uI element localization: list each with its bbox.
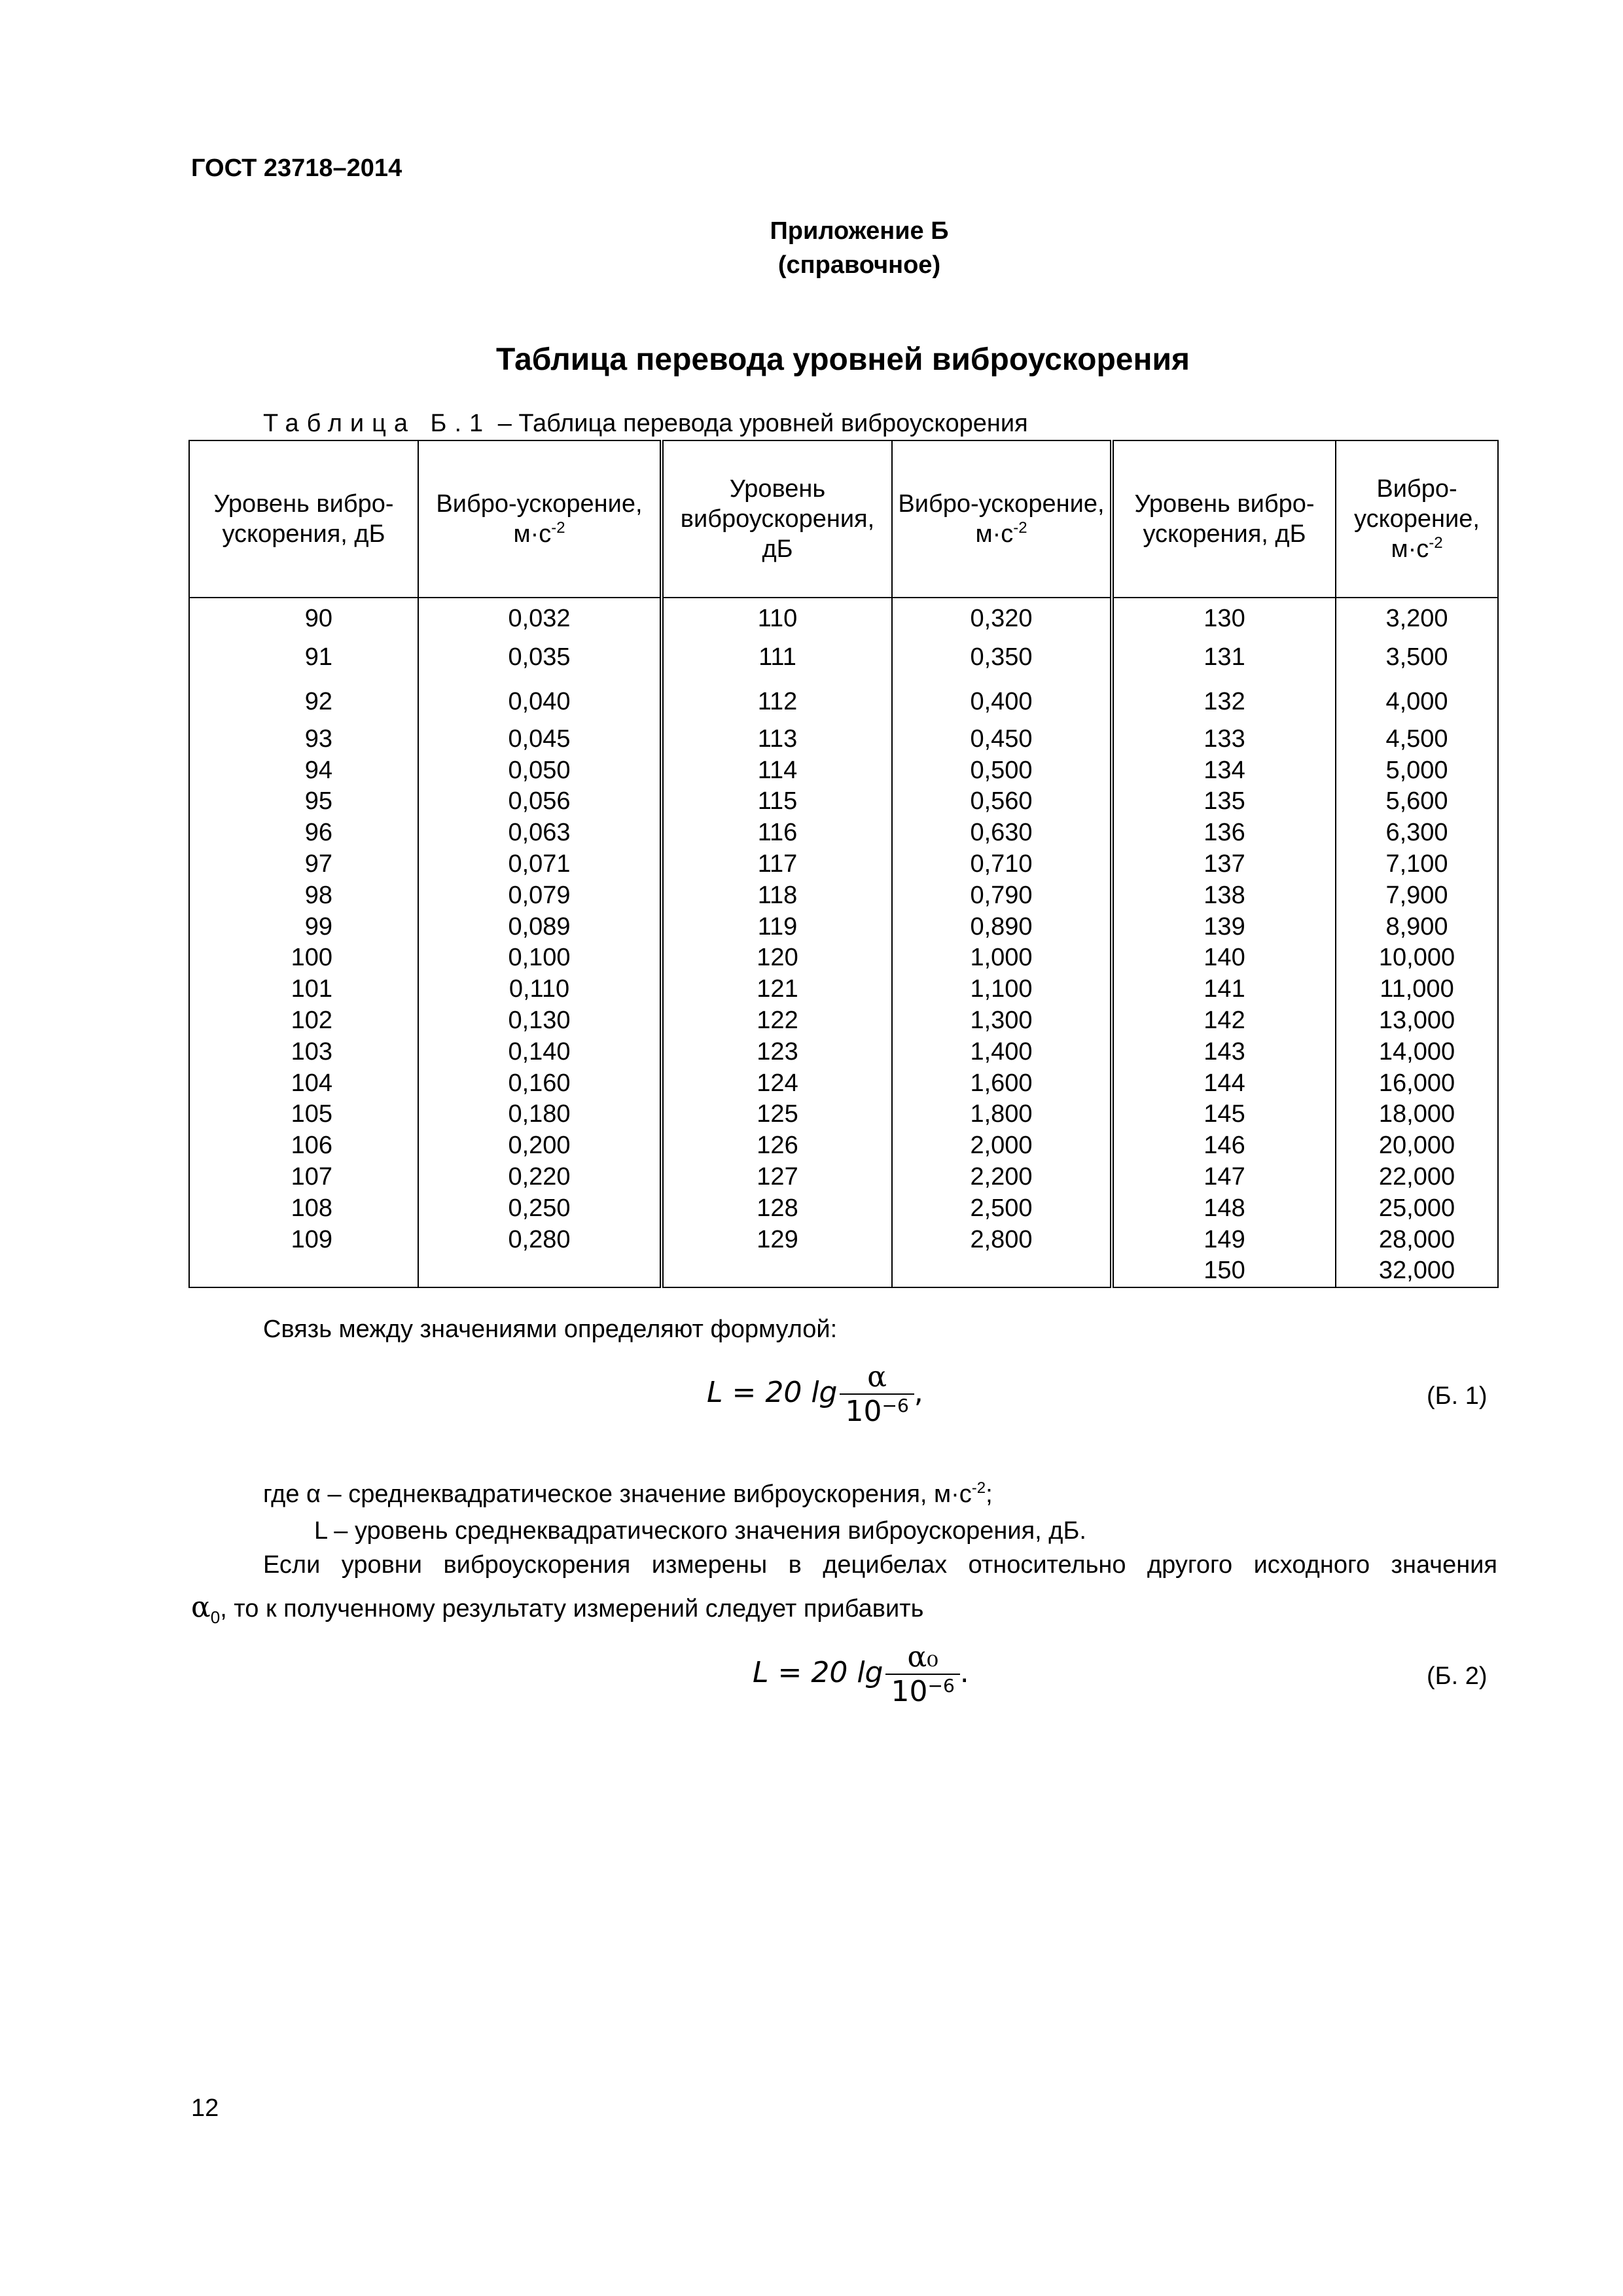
table-cell: 7,900 — [1336, 880, 1498, 912]
table-cell: 8,900 — [1336, 912, 1498, 943]
where-l: L – уровень среднеквадратического значения виброускорения, дБ. — [314, 1517, 1086, 1545]
table-cell: 13,000 — [1336, 1005, 1498, 1037]
table-row — [189, 1005, 1498, 1037]
table-cell: 11,000 — [1336, 974, 1498, 1005]
table-row — [189, 942, 1498, 974]
table-cell: 130 — [1112, 598, 1336, 635]
table-cell: 0,032 — [418, 598, 662, 635]
table-row — [189, 1099, 1498, 1130]
table-cell: 0,160 — [418, 1068, 662, 1100]
table-caption-label: Таблица Б.1 — [263, 410, 491, 437]
header-level-2: Уровень виброускорения, дБ — [662, 440, 892, 598]
table-cell: 120 — [662, 942, 892, 974]
table-cell: 139 — [1112, 912, 1336, 943]
table-cell: 5,000 — [1336, 755, 1498, 787]
table-cell: 104 — [189, 1068, 418, 1100]
table-cell: 115 — [662, 786, 892, 817]
annex-type: (справочное) — [777, 251, 941, 279]
table-cell: 0,180 — [418, 1099, 662, 1130]
table-cell: 0,350 — [892, 635, 1112, 679]
table-row — [189, 849, 1498, 880]
table-cell: 110 — [662, 598, 892, 635]
table-cell: 0,710 — [892, 849, 1112, 880]
table-cell: 0,200 — [418, 1130, 662, 1162]
then-add-text: $\alpha_0$, то к полученному результату измерений следует прибавить — [191, 1590, 924, 1627]
table-row — [189, 880, 1498, 912]
table-cell: 101 — [189, 974, 418, 1005]
table-cell: 0,110 — [418, 974, 662, 1005]
page-number: 12 — [191, 2094, 219, 2122]
table-cell: 142 — [1112, 1005, 1336, 1037]
page-title: Таблица перевода уровней виброускорения — [495, 342, 1190, 377]
table-row — [189, 635, 1498, 679]
table-cell: 131 — [1112, 635, 1336, 679]
table-cell: 147 — [1112, 1162, 1336, 1193]
table-cell: 99 — [189, 912, 418, 943]
table-row — [189, 679, 1498, 724]
table-cell: 116 — [662, 817, 892, 849]
table-cell: 25,000 — [1336, 1193, 1498, 1225]
table-cell: 14,000 — [1336, 1037, 1498, 1068]
table-cell: 97 — [189, 849, 418, 880]
table-cell: 1,300 — [892, 1005, 1112, 1037]
table-cell: 1,100 — [892, 974, 1112, 1005]
table-cell: 0,400 — [892, 679, 1112, 724]
table-cell: 95 — [189, 786, 418, 817]
table-row — [189, 724, 1498, 755]
table-caption-text: – Таблица перевода уровней виброускорения — [491, 410, 1028, 437]
table-cell: 0,500 — [892, 755, 1112, 787]
table-body — [189, 598, 1498, 1287]
table-cell: 0,790 — [892, 880, 1112, 912]
table-cell: 18,000 — [1336, 1099, 1498, 1130]
table-cell: 141 — [1112, 974, 1336, 1005]
table-row — [189, 912, 1498, 943]
table-cell: 111 — [662, 635, 892, 679]
table-cell: 90 — [189, 598, 418, 635]
table-cell: 129 — [662, 1225, 892, 1256]
table-cell: 10,000 — [1336, 942, 1498, 974]
table-cell: 0,140 — [418, 1037, 662, 1068]
table-cell: 102 — [189, 1005, 418, 1037]
table-cell: 145 — [1112, 1099, 1336, 1130]
table-cell: 103 — [189, 1037, 418, 1068]
table-row — [189, 1255, 1498, 1287]
document-id: ГОСТ 23718–2014 — [191, 154, 402, 182]
table-cell: 0,560 — [892, 786, 1112, 817]
table-cell: 0,045 — [418, 724, 662, 755]
table-cell: 0,250 — [418, 1193, 662, 1225]
table-cell: 0,063 — [418, 817, 662, 849]
relation-text: Связь между значениями определяют формулой: — [263, 1316, 838, 1343]
table-cell: 0,071 — [418, 849, 662, 880]
table-cell: 20,000 — [1336, 1130, 1498, 1162]
table-row — [189, 598, 1498, 635]
table-cell: 0,130 — [418, 1005, 662, 1037]
table-cell: 0,056 — [418, 786, 662, 817]
table-cell: 0,220 — [418, 1162, 662, 1193]
table-cell: 4,000 — [1336, 679, 1498, 724]
formula-b1 — [707, 1360, 923, 1428]
table-cell: 134 — [1112, 755, 1336, 787]
table-cell: 91 — [189, 635, 418, 679]
table-row — [189, 817, 1498, 849]
table-row — [189, 1037, 1498, 1068]
table-cell: 0,450 — [892, 724, 1112, 755]
table-cell: 136 — [1112, 817, 1336, 849]
formula-b2-numerator: α₀ — [885, 1640, 959, 1675]
formula-b2-denominator: $10^{-6}$ — [891, 1675, 955, 1708]
header-accel-3: Вибро-ускорение, $м\cdot с^{-2}$ — [1336, 440, 1498, 598]
table-caption — [263, 410, 1028, 438]
formula-b1-trail: , — [914, 1376, 923, 1409]
formula-b2 — [753, 1640, 969, 1708]
table-cell: 96 — [189, 817, 418, 849]
table-row — [189, 1130, 1498, 1162]
table-cell: 109 — [189, 1225, 418, 1256]
table-cell: 6,300 — [1336, 817, 1498, 849]
alpha0-symbol: $\alpha_0$ — [191, 1590, 221, 1627]
table-cell — [662, 1255, 892, 1287]
where-alpha: где α – среднеквадратическое значение виброускорения, $м\cdot с^{-2}$; — [263, 1479, 993, 1508]
table-cell: 0,320 — [892, 598, 1112, 635]
formula-b1-numerator: α — [840, 1360, 914, 1395]
table-row — [189, 1193, 1498, 1225]
table-cell: 93 — [189, 724, 418, 755]
table-cell: 150 — [1112, 1255, 1336, 1287]
header-accel-1: Вибро-ускорение, $м\cdot с^{-2}$ — [418, 440, 662, 598]
formula-b1-lhs: L = 20 lg — [707, 1376, 838, 1409]
table-cell: 0,890 — [892, 912, 1112, 943]
formula-b2-trail: . — [959, 1656, 969, 1689]
table-cell: 119 — [662, 912, 892, 943]
table-cell: 3,500 — [1336, 635, 1498, 679]
table-cell — [892, 1255, 1112, 1287]
table-cell: 92 — [189, 679, 418, 724]
annex-title: Приложение Б — [770, 217, 949, 245]
table-cell: 0,630 — [892, 817, 1112, 849]
table-cell: 108 — [189, 1193, 418, 1225]
table-cell: 112 — [662, 679, 892, 724]
table-cell: 124 — [662, 1068, 892, 1100]
table-cell: 0,079 — [418, 880, 662, 912]
table-cell: 0,035 — [418, 635, 662, 679]
table-cell: 1,400 — [892, 1037, 1112, 1068]
table-cell: 0,100 — [418, 942, 662, 974]
table-cell: 0,050 — [418, 755, 662, 787]
table-cell: 114 — [662, 755, 892, 787]
table-row — [189, 974, 1498, 1005]
table-cell — [189, 1255, 418, 1287]
table-cell: 0,089 — [418, 912, 662, 943]
table-row — [189, 1068, 1498, 1100]
header-level-3: Уровень вибро-ускорения, дБ — [1112, 440, 1336, 598]
table-cell: 140 — [1112, 942, 1336, 974]
formula-b2-number: (Б. 2) — [1427, 1662, 1488, 1690]
header-accel-2: Вибро-ускорение, $м\cdot с^{-2}$ — [892, 440, 1112, 598]
table-cell: 4,500 — [1336, 724, 1498, 755]
table-cell: 121 — [662, 974, 892, 1005]
table-cell: 0,040 — [418, 679, 662, 724]
table-cell: 1,600 — [892, 1068, 1112, 1100]
table-cell: 117 — [662, 849, 892, 880]
table-cell: 0,280 — [418, 1225, 662, 1256]
table-cell: 98 — [189, 880, 418, 912]
table-cell: 149 — [1112, 1225, 1336, 1256]
table-cell: 1,000 — [892, 942, 1112, 974]
table-cell: 28,000 — [1336, 1225, 1498, 1256]
table-cell: 107 — [189, 1162, 418, 1193]
table-header-row — [189, 440, 1498, 598]
table-cell: 2,500 — [892, 1193, 1112, 1225]
table-cell: 2,000 — [892, 1130, 1112, 1162]
table-cell: 144 — [1112, 1068, 1336, 1100]
table-cell: 127 — [662, 1162, 892, 1193]
table-cell: 146 — [1112, 1130, 1336, 1162]
table-cell: 100 — [189, 942, 418, 974]
table-cell: 122 — [662, 1005, 892, 1037]
table-cell: 143 — [1112, 1037, 1336, 1068]
table-cell: 1,800 — [892, 1099, 1112, 1130]
table-cell: 137 — [1112, 849, 1336, 880]
table-cell — [418, 1255, 662, 1287]
table-cell: 118 — [662, 880, 892, 912]
formula-b1-denominator: $10^{-6}$ — [845, 1395, 909, 1428]
table-cell: 113 — [662, 724, 892, 755]
table-cell: 135 — [1112, 786, 1336, 817]
table-cell: 32,000 — [1336, 1255, 1498, 1287]
formula-b2-lhs: L = 20 lg — [753, 1656, 883, 1689]
table-cell: 126 — [662, 1130, 892, 1162]
table-cell: 7,100 — [1336, 849, 1498, 880]
table-cell: 128 — [662, 1193, 892, 1225]
table-cell: 5,600 — [1336, 786, 1498, 817]
table-cell: 106 — [189, 1130, 418, 1162]
formula-b1-number: (Б. 1) — [1427, 1382, 1488, 1410]
header-level-1: Уровень вибро-ускорения, дБ — [189, 440, 418, 598]
table-cell: 22,000 — [1336, 1162, 1498, 1193]
table-row — [189, 1225, 1498, 1256]
table-cell: 105 — [189, 1099, 418, 1130]
table-cell: 123 — [662, 1037, 892, 1068]
table-cell: 125 — [662, 1099, 892, 1130]
conversion-table — [188, 440, 1499, 1288]
table-cell: 148 — [1112, 1193, 1336, 1225]
table-row — [189, 786, 1498, 817]
table-cell: 94 — [189, 755, 418, 787]
if-levels-text: Если уровни виброускорения измерены в децибелах относительно другого исходного значения — [263, 1551, 1497, 1579]
table-row — [189, 1162, 1498, 1193]
table-cell: 2,800 — [892, 1225, 1112, 1256]
table-cell: 133 — [1112, 724, 1336, 755]
table-cell: 132 — [1112, 679, 1336, 724]
table-cell: 2,200 — [892, 1162, 1112, 1193]
table-cell: 3,200 — [1336, 598, 1498, 635]
table-cell: 16,000 — [1336, 1068, 1498, 1100]
table-row — [189, 755, 1498, 787]
table-cell: 138 — [1112, 880, 1336, 912]
